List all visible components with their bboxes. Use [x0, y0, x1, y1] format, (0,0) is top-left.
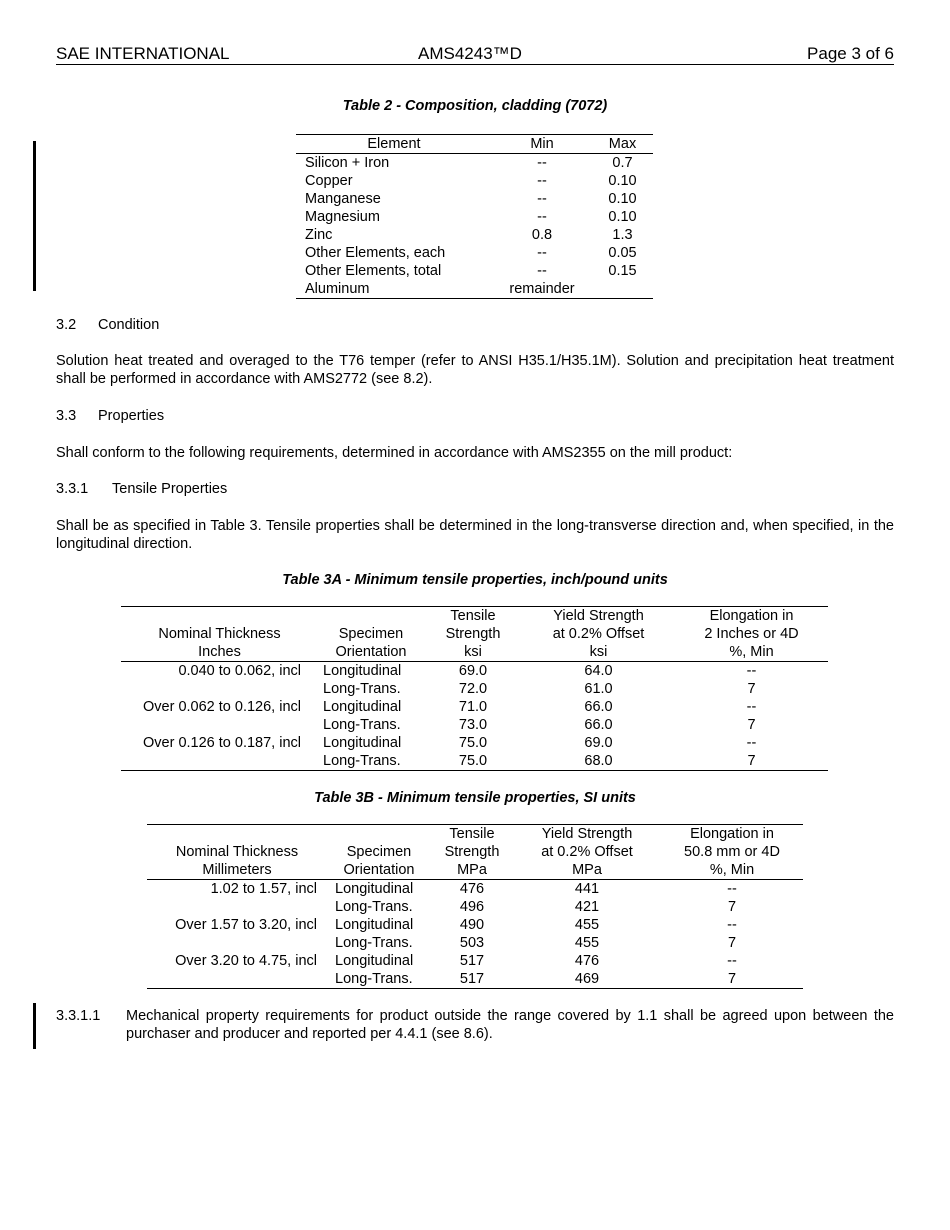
column-header	[121, 607, 318, 626]
column-header: Tensile	[449, 826, 495, 842]
column-header: Elongation in	[709, 608, 794, 624]
table-row	[296, 208, 653, 226]
column-header: Strength	[444, 844, 500, 860]
tensile-table-inch	[121, 606, 828, 771]
header-org: SAE INTERNATIONAL	[56, 44, 230, 63]
table-row	[296, 280, 653, 299]
section-number: 3.3.1	[56, 481, 89, 497]
element-cell: Aluminum	[305, 281, 370, 297]
max-cell: 0.05	[608, 245, 637, 261]
change-bar	[33, 141, 36, 291]
element-cell: Magnesium	[305, 209, 380, 225]
column-header: ksi	[424, 643, 522, 662]
min-cell: 0.8	[531, 227, 553, 243]
table-row: Long-Trans. 517 469 7	[335, 971, 737, 987]
table-row: Long-Trans. 496 421 7	[335, 899, 737, 915]
element-cell: Other Elements, total	[305, 263, 442, 279]
column-header: Element	[296, 135, 492, 154]
element-cell: Copper	[305, 173, 353, 189]
table2-caption: Table 2 - Composition, cladding (7072)	[342, 98, 608, 114]
column-header: Elongation in	[690, 826, 774, 842]
column-header: Yield Strength	[553, 608, 644, 624]
table-row: Long-Trans. 75.0 68.0 7	[323, 753, 756, 769]
section-3-3-1-body: Shall be as specified in Table 3. Tensile properties shall be determined in the long-transverse direction and, when specified, in the longitudinal direction.	[56, 518, 894, 552]
section-title: Condition	[98, 317, 160, 333]
column-header: 2 Inches or 4D	[704, 626, 799, 642]
column-header: Min	[492, 135, 592, 154]
element-cell: Zinc	[305, 227, 333, 243]
column-header: MPa	[431, 861, 513, 880]
column-header: ksi	[522, 643, 675, 662]
table-row	[296, 244, 653, 262]
table-row: Over 1.57 to 3.20, incl Longitudinal 490 455 --	[175, 917, 737, 933]
section-title: Properties	[98, 408, 165, 424]
column-header: Orientation	[327, 861, 431, 880]
column-header	[327, 825, 431, 844]
section-3-3-1-1	[56, 1007, 894, 1043]
table-row: Long-Trans. 503 455 7	[335, 935, 737, 951]
min-cell: --	[537, 209, 547, 225]
min-cell: --	[537, 173, 547, 189]
header-doc-id: AMS4243™D	[418, 44, 522, 63]
column-header: at 0.2% Offset	[552, 626, 645, 642]
section-heading-3-2	[56, 317, 159, 333]
page-header	[56, 44, 894, 65]
column-header: at 0.2% Offset	[541, 844, 633, 860]
section-number: 3.2	[56, 317, 77, 333]
section-heading-3-3	[56, 408, 164, 424]
section-3-3-1-1-body: Mechanical property requirements for product outside the range covered by 1.1 shall be agreed upon between the purchaser and producer and reported per 4.4.1 (see 8.6).	[126, 1008, 894, 1042]
table-row: Long-Trans. 72.0 61.0 7	[323, 681, 756, 697]
column-header: Nominal Thickness	[158, 626, 281, 642]
table-row: 0.040 to 0.062, incl Longitudinal 69.0 64.0 --	[178, 663, 757, 679]
table-row	[296, 262, 653, 280]
element-cell: Other Elements, each	[305, 245, 446, 261]
column-header: Yield Strength	[541, 826, 633, 842]
max-cell: 1.3	[612, 227, 633, 243]
column-header	[318, 607, 424, 626]
composition-table	[296, 134, 653, 299]
section-title: Tensile Properties	[112, 481, 228, 497]
column-header: Orientation	[318, 643, 424, 662]
column-header: Specimen	[346, 844, 412, 860]
min-cell: remainder	[509, 281, 575, 297]
section-number: 3.3	[56, 408, 77, 424]
section-number: 3.3.1.1	[56, 1008, 101, 1024]
section-3-3-body: Shall conform to the following requirements, determined in accordance with AMS2355 on the mill product:	[56, 445, 733, 461]
element-cell: Manganese	[305, 191, 381, 207]
column-header: Millimeters	[147, 861, 327, 880]
tensile-table-si	[147, 824, 803, 989]
column-header: Tensile	[450, 608, 496, 624]
table3b-caption: Table 3B - Minimum tensile properties, SI units	[314, 790, 636, 806]
max-cell	[592, 280, 653, 299]
table-row	[296, 172, 653, 190]
column-header: Specimen	[338, 626, 404, 642]
min-cell: --	[537, 191, 547, 207]
max-cell: 0.10	[608, 191, 637, 207]
table-row: Over 0.126 to 0.187, incl Longitudinal 75.0 69.0 --	[143, 735, 757, 751]
column-header: MPa	[513, 861, 661, 880]
table-row: Over 0.062 to 0.126, incl Longitudinal 71.0 66.0 --	[143, 699, 757, 715]
min-cell: --	[537, 263, 547, 279]
max-cell: 0.7	[612, 155, 633, 171]
table3a-caption: Table 3A - Minimum tensile properties, inch/pound units	[282, 572, 668, 588]
column-header: Strength	[445, 626, 501, 642]
column-header: 50.8 mm or 4D	[684, 844, 780, 860]
table-row	[296, 190, 653, 208]
section-3-2-body: Solution heat treated and overaged to the T76 temper (refer to ANSI H35.1/H35.1M). Solution and precipitation heat treatment shall be performed in accordance with AMS2772 (see 8.2).	[56, 353, 894, 387]
column-header	[147, 825, 327, 844]
section-heading-3-3-1	[56, 481, 227, 497]
column-header: Max	[592, 135, 653, 154]
max-cell: 0.10	[608, 209, 637, 225]
element-cell: Silicon + Iron	[305, 155, 390, 171]
table-row: Long-Trans. 73.0 66.0 7	[323, 717, 756, 733]
table-row	[296, 226, 653, 244]
change-bar	[33, 1003, 36, 1049]
column-header: Inches	[121, 643, 318, 662]
column-header: Nominal Thickness	[175, 844, 299, 860]
min-cell: --	[537, 155, 547, 171]
column-header: %, Min	[675, 643, 828, 662]
column-header: %, Min	[661, 861, 803, 880]
header-page-number: Page 3 of 6	[807, 44, 894, 63]
min-cell: --	[537, 245, 547, 261]
table-row: 1.02 to 1.57, incl Longitudinal 476 441 --	[210, 881, 737, 897]
table-row: Over 3.20 to 4.75, incl Longitudinal 517 476 --	[175, 953, 737, 969]
max-cell: 0.10	[608, 173, 637, 189]
table-row	[296, 154, 653, 173]
max-cell: 0.15	[608, 263, 637, 279]
